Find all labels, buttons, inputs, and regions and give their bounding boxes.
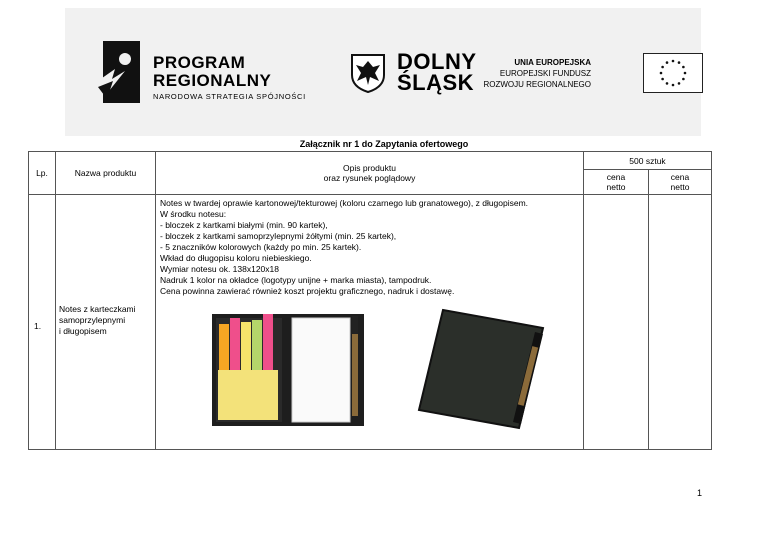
description-line: - bloczek z kartkami samoprzylepnymi żółtymi (min. 25 kartek), (160, 231, 397, 241)
closed-notebook-image (415, 306, 545, 430)
description-line: Wkład do długopisu koloru niebieskiego. (160, 253, 312, 263)
region-title: DOLNY ŚLĄSK (397, 49, 477, 95)
eu-star-icon (660, 72, 663, 75)
page-number: 1 (697, 488, 703, 498)
eu-star-icon (678, 82, 681, 85)
description-line: W środku notesu: (160, 209, 227, 219)
header-price-1: cena netto (584, 170, 649, 195)
header-lp: Lp. (29, 152, 56, 195)
annex-title: Załącznik nr 1 do Zapytania ofertowego (299, 139, 469, 149)
description-line: Nadruk 1 kolor na okładce (logotypy unijne + marka miasta), tampodruk. (160, 275, 432, 285)
row-description (156, 195, 584, 450)
header-description: Opis produktu oraz rysunek poglądowy (156, 152, 584, 195)
header-banner (65, 8, 701, 136)
eu-star-icon (678, 61, 681, 64)
eu-star-icon (682, 66, 685, 69)
header-product-name: Nazwa produktu (56, 152, 156, 195)
eu-star-icon (684, 72, 687, 75)
eu-star-icon (666, 82, 669, 85)
eu-star-icon (661, 78, 664, 81)
eu-title: UNIA EUROPEJSKA EUROPEJSKI FUNDUSZ ROZWOJU REGIONALNEGO (483, 58, 591, 89)
dolny-slask-coat-of-arms (350, 53, 386, 93)
eu-star-icon (682, 78, 685, 81)
eu-star-icon (672, 60, 675, 63)
row-product-name: Notes z karteczkami samoprzylepnymi i długopisem (56, 195, 156, 450)
eu-star-icon (672, 84, 675, 87)
program-title: PROGRAM REGIONALNY (153, 53, 272, 90)
description-line: Wymiar notesu ok. 138x120x18 (160, 264, 279, 274)
description-line: Cena powinna zawierać również koszt projektu graficznego, nadruk i dostawę. (160, 286, 455, 296)
eu-flag (643, 53, 703, 93)
header-price-2: cena netto (649, 170, 712, 195)
header-quantity: 500 sztuk (584, 152, 712, 170)
program-subtitle: NARODOWA STRATEGIA SPÓJNOŚCI (153, 92, 306, 101)
description-line: - 5 znaczników kolorowych (każdy po min. 25 kartek). (160, 242, 362, 252)
row-price-2[interactable] (649, 195, 712, 450)
row-price-1[interactable] (584, 195, 649, 450)
eu-star-icon (661, 66, 664, 69)
product-images (160, 310, 579, 435)
row-number: 1. (29, 195, 56, 450)
eu-star-icon (666, 61, 669, 64)
description-line: - bloczek z kartkami białymi (min. 90 kartek), (160, 220, 328, 230)
open-notebook-image (210, 310, 370, 428)
product-table (28, 151, 712, 450)
description-line: Notes w twardej oprawie kartonowej/tekturowej (koloru czarnego lub granatowego), z długopisem. (160, 198, 529, 208)
program-regionalny-logo (95, 41, 140, 103)
